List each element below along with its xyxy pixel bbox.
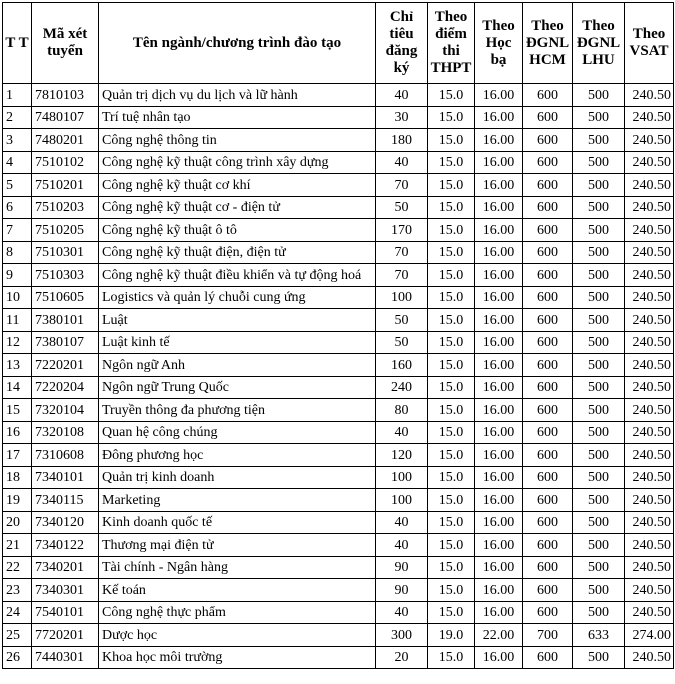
- cell-hcm: 600: [523, 129, 573, 152]
- cell-name: Công nghệ thực phẩm: [99, 601, 376, 624]
- table-row: [3, 489, 674, 512]
- cell-hocba: 16.00: [475, 106, 523, 129]
- cell-vsat: 240.50: [625, 511, 674, 534]
- cell-stt: 26: [3, 646, 32, 669]
- cell-hcm: 600: [523, 601, 573, 624]
- cell-thpt: 15.0: [428, 151, 475, 174]
- cell-stt: 19: [3, 489, 32, 512]
- cell-vsat: 240.50: [625, 534, 674, 557]
- cell-thpt: 15.0: [428, 376, 475, 399]
- cell-name: Công nghệ kỹ thuật cơ khí: [99, 174, 376, 197]
- cell-code: 7220204: [32, 376, 99, 399]
- cell-stt: 20: [3, 511, 32, 534]
- cell-hcm: 600: [523, 511, 573, 534]
- cell-hcm: 600: [523, 534, 573, 557]
- table-body: [3, 84, 674, 669]
- cell-stt: 25: [3, 624, 32, 647]
- cell-quota: 300: [376, 624, 428, 647]
- cell-name: Luật kinh tế: [99, 331, 376, 354]
- table-row: [3, 106, 674, 129]
- table-row: [3, 354, 674, 377]
- cell-hcm: 600: [523, 196, 573, 219]
- cell-hocba: 16.00: [475, 129, 523, 152]
- cell-lhu: 500: [573, 646, 625, 669]
- cell-hocba: 16.00: [475, 264, 523, 287]
- cell-code: 7440301: [32, 646, 99, 669]
- cell-name: Ngôn ngữ Anh: [99, 354, 376, 377]
- cell-hcm: 600: [523, 556, 573, 579]
- cell-vsat: 240.50: [625, 219, 674, 242]
- cell-code: 7510203: [32, 196, 99, 219]
- cell-code: 7510102: [32, 151, 99, 174]
- table-row: [3, 466, 674, 489]
- cell-lhu: 500: [573, 106, 625, 129]
- cell-thpt: 15.0: [428, 219, 475, 242]
- cell-lhu: 633: [573, 624, 625, 647]
- cell-vsat: 240.50: [625, 174, 674, 197]
- cell-quota: 20: [376, 646, 428, 669]
- cell-name: Công nghệ kỹ thuật cơ - điện tử: [99, 196, 376, 219]
- cell-hocba: 16.00: [475, 84, 523, 107]
- cell-quota: 70: [376, 241, 428, 264]
- cell-vsat: 240.50: [625, 489, 674, 512]
- cell-code: 7340101: [32, 466, 99, 489]
- cell-stt: 8: [3, 241, 32, 264]
- cell-hcm: 600: [523, 174, 573, 197]
- header-tt: T T: [3, 3, 32, 84]
- cell-hocba: 16.00: [475, 331, 523, 354]
- cell-stt: 5: [3, 174, 32, 197]
- cell-hocba: 16.00: [475, 241, 523, 264]
- cell-hocba: 16.00: [475, 579, 523, 602]
- cell-hocba: 16.00: [475, 354, 523, 377]
- cell-code: 7510303: [32, 264, 99, 287]
- cell-lhu: 500: [573, 376, 625, 399]
- cell-stt: 2: [3, 106, 32, 129]
- table-row: [3, 84, 674, 107]
- cell-hcm: 600: [523, 376, 573, 399]
- table-row: [3, 399, 674, 422]
- cell-name: Kế toán: [99, 579, 376, 602]
- header-name: Tên ngành/chương trình đào tạo: [99, 3, 376, 84]
- cell-vsat: 240.50: [625, 399, 674, 422]
- cell-lhu: 500: [573, 444, 625, 467]
- cell-hcm: 600: [523, 354, 573, 377]
- cell-quota: 170: [376, 219, 428, 242]
- cell-lhu: 500: [573, 354, 625, 377]
- cell-code: 7510301: [32, 241, 99, 264]
- table-row: [3, 309, 674, 332]
- cell-thpt: 15.0: [428, 579, 475, 602]
- cell-name: Công nghệ kỹ thuật công trình xây dựng: [99, 151, 376, 174]
- cell-hocba: 16.00: [475, 399, 523, 422]
- cell-hcm: 600: [523, 106, 573, 129]
- cell-name: Luật: [99, 309, 376, 332]
- header-vsat: Theo VSAT: [625, 3, 674, 84]
- cell-thpt: 15.0: [428, 129, 475, 152]
- cell-hocba: 16.00: [475, 174, 523, 197]
- cell-code: 7380101: [32, 309, 99, 332]
- cell-code: 7340201: [32, 556, 99, 579]
- table-row: [3, 579, 674, 602]
- cell-stt: 10: [3, 286, 32, 309]
- cell-quota: 100: [376, 286, 428, 309]
- table-row: [3, 241, 674, 264]
- cell-hocba: 16.00: [475, 601, 523, 624]
- cell-quota: 90: [376, 579, 428, 602]
- cell-hcm: 600: [523, 331, 573, 354]
- cell-quota: 80: [376, 399, 428, 422]
- cell-lhu: 500: [573, 241, 625, 264]
- cell-lhu: 500: [573, 129, 625, 152]
- cell-hcm: 600: [523, 466, 573, 489]
- cell-name: Tài chính - Ngân hàng: [99, 556, 376, 579]
- table-row: [3, 444, 674, 467]
- cell-hcm: 600: [523, 579, 573, 602]
- header-row: [3, 3, 674, 84]
- cell-stt: 22: [3, 556, 32, 579]
- cell-stt: 17: [3, 444, 32, 467]
- header-quota: Chỉ tiêu đăng ký: [376, 3, 428, 84]
- cell-stt: 3: [3, 129, 32, 152]
- header-hcm: Theo ĐGNL HCM: [523, 3, 573, 84]
- cell-hcm: 600: [523, 421, 573, 444]
- cell-hocba: 16.00: [475, 556, 523, 579]
- cell-thpt: 15.0: [428, 354, 475, 377]
- cell-vsat: 240.50: [625, 129, 674, 152]
- cell-vsat: 240.50: [625, 84, 674, 107]
- cell-thpt: 15.0: [428, 511, 475, 534]
- cell-hocba: 16.00: [475, 421, 523, 444]
- cell-name: Kinh doanh quốc tế: [99, 511, 376, 534]
- cell-thpt: 15.0: [428, 309, 475, 332]
- cell-hocba: 16.00: [475, 511, 523, 534]
- table-row: [3, 601, 674, 624]
- cell-thpt: 19.0: [428, 624, 475, 647]
- cell-name: Khoa học môi trường: [99, 646, 376, 669]
- cell-lhu: 500: [573, 556, 625, 579]
- cell-hcm: 600: [523, 646, 573, 669]
- cell-hocba: 16.00: [475, 219, 523, 242]
- cell-hocba: 16.00: [475, 309, 523, 332]
- cell-lhu: 500: [573, 309, 625, 332]
- cell-lhu: 500: [573, 601, 625, 624]
- cell-code: 7340115: [32, 489, 99, 512]
- cell-vsat: 240.50: [625, 646, 674, 669]
- admissions-table: [2, 2, 674, 669]
- cell-lhu: 500: [573, 399, 625, 422]
- cell-hcm: 600: [523, 264, 573, 287]
- cell-vsat: 240.50: [625, 376, 674, 399]
- cell-quota: 90: [376, 556, 428, 579]
- cell-vsat: 240.50: [625, 286, 674, 309]
- table-row: [3, 151, 674, 174]
- cell-stt: 11: [3, 309, 32, 332]
- cell-quota: 70: [376, 174, 428, 197]
- cell-hocba: 16.00: [475, 376, 523, 399]
- cell-name: Quản trị kinh doanh: [99, 466, 376, 489]
- cell-name: Ngôn ngữ Trung Quốc: [99, 376, 376, 399]
- cell-name: Công nghệ kỹ thuật ô tô: [99, 219, 376, 242]
- cell-vsat: 240.50: [625, 579, 674, 602]
- cell-hcm: 600: [523, 241, 573, 264]
- cell-stt: 15: [3, 399, 32, 422]
- cell-hcm: 600: [523, 286, 573, 309]
- cell-vsat: 240.50: [625, 241, 674, 264]
- cell-hocba: 16.00: [475, 286, 523, 309]
- cell-quota: 160: [376, 354, 428, 377]
- cell-thpt: 15.0: [428, 421, 475, 444]
- cell-vsat: 240.50: [625, 444, 674, 467]
- cell-code: 7320104: [32, 399, 99, 422]
- header-lhu: Theo ĐGNL LHU: [573, 3, 625, 84]
- cell-stt: 24: [3, 601, 32, 624]
- cell-code: 7510201: [32, 174, 99, 197]
- cell-lhu: 500: [573, 579, 625, 602]
- cell-hocba: 16.00: [475, 489, 523, 512]
- cell-quota: 40: [376, 601, 428, 624]
- cell-code: 7510605: [32, 286, 99, 309]
- cell-hcm: 600: [523, 399, 573, 422]
- cell-hcm: 600: [523, 489, 573, 512]
- table-row: [3, 534, 674, 557]
- cell-quota: 70: [376, 264, 428, 287]
- cell-stt: 9: [3, 264, 32, 287]
- cell-hcm: 600: [523, 219, 573, 242]
- cell-hocba: 22.00: [475, 624, 523, 647]
- cell-code: 7510205: [32, 219, 99, 242]
- cell-thpt: 15.0: [428, 106, 475, 129]
- cell-name: Quan hệ công chúng: [99, 421, 376, 444]
- cell-code: 7310608: [32, 444, 99, 467]
- cell-thpt: 15.0: [428, 196, 475, 219]
- cell-name: Dược học: [99, 624, 376, 647]
- cell-lhu: 500: [573, 534, 625, 557]
- cell-stt: 13: [3, 354, 32, 377]
- cell-vsat: 240.50: [625, 106, 674, 129]
- cell-code: 7540101: [32, 601, 99, 624]
- cell-lhu: 500: [573, 219, 625, 242]
- cell-quota: 40: [376, 84, 428, 107]
- cell-quota: 50: [376, 309, 428, 332]
- cell-stt: 4: [3, 151, 32, 174]
- table-row: [3, 511, 674, 534]
- cell-lhu: 500: [573, 511, 625, 534]
- cell-name: Công nghệ thông tin: [99, 129, 376, 152]
- cell-stt: 7: [3, 219, 32, 242]
- table-row: [3, 331, 674, 354]
- cell-lhu: 500: [573, 489, 625, 512]
- header-hocba: Theo Học bạ: [475, 3, 523, 84]
- cell-lhu: 500: [573, 151, 625, 174]
- cell-lhu: 500: [573, 174, 625, 197]
- cell-stt: 1: [3, 84, 32, 107]
- cell-quota: 50: [376, 196, 428, 219]
- cell-code: 7810103: [32, 84, 99, 107]
- header-code: Mã xét tuyển: [32, 3, 99, 84]
- table-row: [3, 556, 674, 579]
- cell-thpt: 15.0: [428, 331, 475, 354]
- cell-vsat: 240.50: [625, 196, 674, 219]
- cell-code: 7720201: [32, 624, 99, 647]
- cell-quota: 180: [376, 129, 428, 152]
- cell-hcm: 700: [523, 624, 573, 647]
- table-row: [3, 196, 674, 219]
- cell-stt: 18: [3, 466, 32, 489]
- cell-hcm: 600: [523, 444, 573, 467]
- cell-vsat: 240.50: [625, 421, 674, 444]
- cell-lhu: 500: [573, 286, 625, 309]
- cell-stt: 14: [3, 376, 32, 399]
- cell-hcm: 600: [523, 84, 573, 107]
- cell-name: Công nghệ kỹ thuật điện, điện tử: [99, 241, 376, 264]
- cell-lhu: 500: [573, 196, 625, 219]
- cell-hcm: 600: [523, 151, 573, 174]
- cell-vsat: 240.50: [625, 331, 674, 354]
- cell-lhu: 500: [573, 421, 625, 444]
- cell-quota: 40: [376, 534, 428, 557]
- cell-quota: 30: [376, 106, 428, 129]
- table-row: [3, 174, 674, 197]
- cell-code: 7340122: [32, 534, 99, 557]
- cell-quota: 100: [376, 466, 428, 489]
- cell-thpt: 15.0: [428, 534, 475, 557]
- cell-quota: 40: [376, 151, 428, 174]
- cell-name: Truyền thông đa phương tiện: [99, 399, 376, 422]
- cell-thpt: 15.0: [428, 556, 475, 579]
- cell-name: Trí tuệ nhân tạo: [99, 106, 376, 129]
- table-row: [3, 219, 674, 242]
- cell-name: Đông phương học: [99, 444, 376, 467]
- cell-thpt: 15.0: [428, 241, 475, 264]
- cell-thpt: 15.0: [428, 489, 475, 512]
- cell-name: Thương mại điện tử: [99, 534, 376, 557]
- cell-quota: 240: [376, 376, 428, 399]
- cell-thpt: 15.0: [428, 601, 475, 624]
- cell-code: 7480107: [32, 106, 99, 129]
- cell-code: 7220201: [32, 354, 99, 377]
- cell-thpt: 15.0: [428, 646, 475, 669]
- cell-code: 7380107: [32, 331, 99, 354]
- cell-vsat: 240.50: [625, 151, 674, 174]
- table-row: [3, 376, 674, 399]
- cell-lhu: 500: [573, 264, 625, 287]
- cell-hocba: 16.00: [475, 196, 523, 219]
- cell-hocba: 16.00: [475, 466, 523, 489]
- table-row: [3, 264, 674, 287]
- cell-code: 7340120: [32, 511, 99, 534]
- cell-code: 7480201: [32, 129, 99, 152]
- table-row: [3, 129, 674, 152]
- cell-vsat: 240.50: [625, 264, 674, 287]
- cell-lhu: 500: [573, 331, 625, 354]
- cell-code: 7320108: [32, 421, 99, 444]
- cell-thpt: 15.0: [428, 174, 475, 197]
- cell-lhu: 500: [573, 466, 625, 489]
- cell-thpt: 15.0: [428, 444, 475, 467]
- cell-quota: 120: [376, 444, 428, 467]
- cell-thpt: 15.0: [428, 399, 475, 422]
- cell-vsat: 240.50: [625, 354, 674, 377]
- cell-vsat: 240.50: [625, 466, 674, 489]
- cell-thpt: 15.0: [428, 264, 475, 287]
- cell-vsat: 240.50: [625, 556, 674, 579]
- cell-hocba: 16.00: [475, 444, 523, 467]
- cell-vsat: 274.00: [625, 624, 674, 647]
- cell-vsat: 240.50: [625, 309, 674, 332]
- cell-thpt: 15.0: [428, 466, 475, 489]
- cell-quota: 40: [376, 421, 428, 444]
- cell-name: Marketing: [99, 489, 376, 512]
- table-row: [3, 646, 674, 669]
- cell-thpt: 15.0: [428, 84, 475, 107]
- table-row: [3, 624, 674, 647]
- table-row: [3, 421, 674, 444]
- table-row: [3, 286, 674, 309]
- cell-hocba: 16.00: [475, 151, 523, 174]
- cell-vsat: 240.50: [625, 601, 674, 624]
- cell-quota: 40: [376, 511, 428, 534]
- cell-stt: 21: [3, 534, 32, 557]
- cell-name: Logistics và quản lý chuỗi cung ứng: [99, 286, 376, 309]
- cell-stt: 6: [3, 196, 32, 219]
- cell-name: Quản trị dịch vụ du lịch và lữ hành: [99, 84, 376, 107]
- cell-thpt: 15.0: [428, 286, 475, 309]
- cell-hocba: 16.00: [475, 646, 523, 669]
- cell-hocba: 16.00: [475, 534, 523, 557]
- cell-stt: 23: [3, 579, 32, 602]
- cell-stt: 12: [3, 331, 32, 354]
- cell-quota: 100: [376, 489, 428, 512]
- cell-quota: 50: [376, 331, 428, 354]
- header-thpt: Theo điểm thi THPT: [428, 3, 475, 84]
- cell-hcm: 600: [523, 309, 573, 332]
- cell-lhu: 500: [573, 84, 625, 107]
- cell-name: Công nghệ kỹ thuật điều khiển và tự động hoá: [99, 264, 376, 287]
- cell-code: 7340301: [32, 579, 99, 602]
- cell-stt: 16: [3, 421, 32, 444]
